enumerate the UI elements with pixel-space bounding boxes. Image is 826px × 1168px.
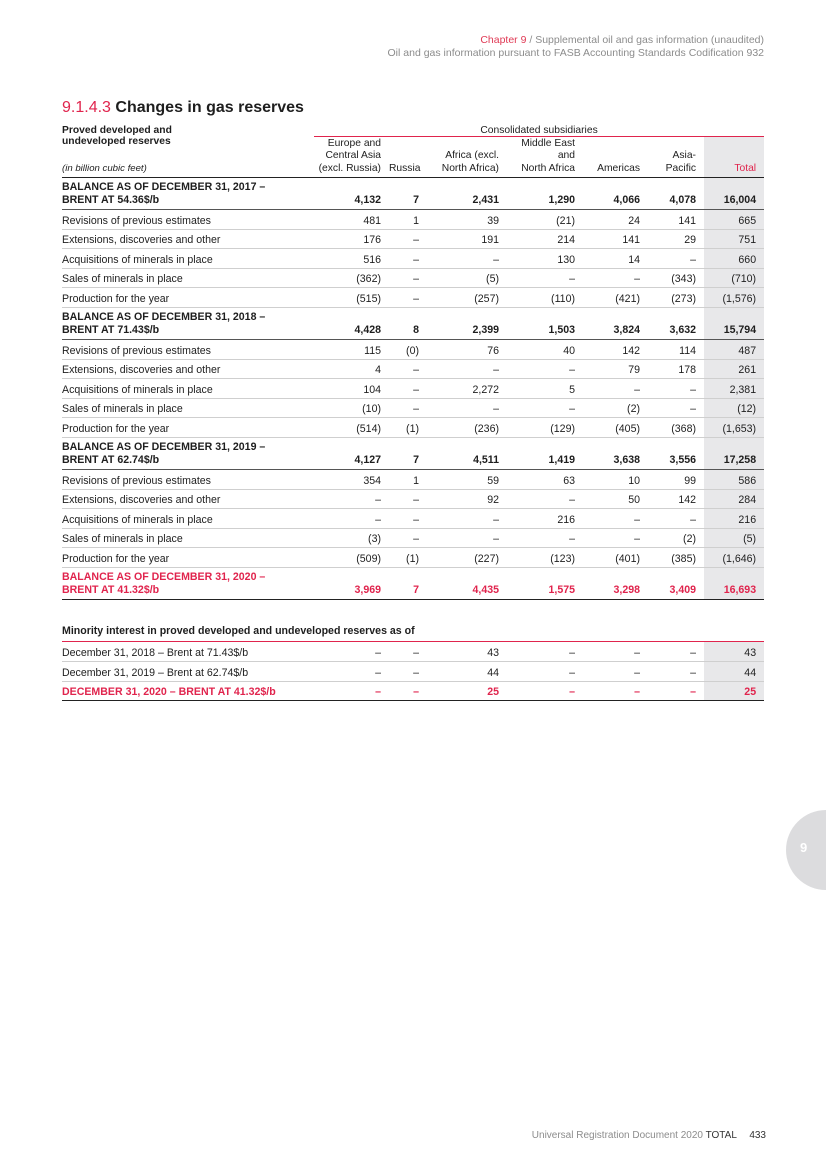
- value-cell: 59: [427, 469, 507, 489]
- value-cell: 4,132: [314, 178, 389, 210]
- row-label: BALANCE AS OF DECEMBER 31, 2017 – BRENT AT 54.36$/b: [62, 178, 314, 210]
- balance-row: [62, 437, 764, 469]
- value-cell: 142: [648, 489, 704, 509]
- row-label: BALANCE AS OF DECEMBER 31, 2018 – BRENT AT 71.43$/b: [62, 307, 314, 339]
- table-row: [62, 509, 764, 529]
- minority-header-row: [62, 620, 764, 641]
- value-cell: –: [507, 268, 583, 288]
- spacer-row: [62, 599, 764, 620]
- value-cell: –: [507, 681, 583, 701]
- header-label-line2: undeveloped reserves: [62, 136, 171, 147]
- value-cell: –: [427, 398, 507, 418]
- row-label: December 31, 2019 – Brent at 62.74$/b: [62, 661, 314, 681]
- value-cell: 191: [427, 229, 507, 249]
- value-cell: 79: [583, 359, 648, 379]
- row-label: Acquisitions of minerals in place: [62, 379, 314, 399]
- value-cell: 214: [507, 229, 583, 249]
- row-label: Extensions, discoveries and other: [62, 359, 314, 379]
- column-header-row: [62, 136, 764, 178]
- total-cell: 660: [704, 249, 764, 269]
- value-cell: –: [583, 268, 648, 288]
- value-cell: (10): [314, 398, 389, 418]
- table-row: [62, 469, 764, 489]
- value-cell: 7: [389, 437, 427, 469]
- value-cell: 3,638: [583, 437, 648, 469]
- footer-company: TOTAL: [705, 1130, 737, 1141]
- page-header: [388, 34, 764, 60]
- value-cell: (385): [648, 548, 704, 568]
- value-cell: –: [507, 359, 583, 379]
- page-number: 433: [749, 1130, 766, 1141]
- col-total: Total: [704, 136, 764, 178]
- value-cell: –: [389, 288, 427, 308]
- col-russia: Russia: [389, 136, 427, 178]
- total-cell: 216: [704, 509, 764, 529]
- value-cell: –: [389, 229, 427, 249]
- value-cell: 1,290: [507, 178, 583, 210]
- value-cell: 24: [583, 210, 648, 230]
- value-cell: –: [389, 249, 427, 269]
- col-middle-east: Middle East and North Africa: [507, 136, 583, 178]
- value-cell: 115: [314, 339, 389, 359]
- row-label: December 31, 2018 – Brent at 71.43$/b: [62, 641, 314, 661]
- value-cell: 4,066: [583, 178, 648, 210]
- value-cell: –: [389, 489, 427, 509]
- chapter-tab-number: 9: [800, 840, 808, 855]
- total-cell: 586: [704, 469, 764, 489]
- col-americas: Americas: [583, 136, 648, 178]
- value-cell: 50: [583, 489, 648, 509]
- value-cell: (1): [389, 418, 427, 438]
- value-cell: 216: [507, 509, 583, 529]
- value-cell: (368): [648, 418, 704, 438]
- value-cell: 4,435: [427, 567, 507, 599]
- section-number: 9.1.4.3: [62, 99, 111, 116]
- balance-row: [62, 307, 764, 339]
- table-row: [62, 379, 764, 399]
- value-cell: –: [389, 379, 427, 399]
- total-cell: 17,258: [704, 437, 764, 469]
- value-cell: 3,632: [648, 307, 704, 339]
- value-cell: (514): [314, 418, 389, 438]
- minority-title: Minority interest in proved developed and undeveloped reserves as of: [62, 620, 764, 641]
- header-subtitle: Oil and gas information pursuant to FASB Accounting Standards Codification 932: [387, 47, 764, 59]
- header-chapter-line: [388, 34, 764, 47]
- value-cell: (273): [648, 288, 704, 308]
- value-cell: –: [314, 509, 389, 529]
- value-cell: –: [648, 249, 704, 269]
- table-row: [62, 229, 764, 249]
- value-cell: (343): [648, 268, 704, 288]
- value-cell: (2): [583, 398, 648, 418]
- value-cell: –: [427, 528, 507, 548]
- value-cell: 3,298: [583, 567, 648, 599]
- value-cell: 516: [314, 249, 389, 269]
- value-cell: –: [583, 509, 648, 529]
- value-cell: 104: [314, 379, 389, 399]
- value-cell: –: [314, 641, 389, 661]
- value-cell: –: [648, 398, 704, 418]
- value-cell: (421): [583, 288, 648, 308]
- value-cell: 7: [389, 178, 427, 210]
- table-row: [62, 210, 764, 230]
- value-cell: 39: [427, 210, 507, 230]
- total-cell: (12): [704, 398, 764, 418]
- value-cell: 114: [648, 339, 704, 359]
- total-cell: 284: [704, 489, 764, 509]
- value-cell: 4,428: [314, 307, 389, 339]
- value-cell: 2,431: [427, 178, 507, 210]
- value-cell: 43: [427, 641, 507, 661]
- value-cell: 4,078: [648, 178, 704, 210]
- value-cell: 142: [583, 339, 648, 359]
- value-cell: 2,272: [427, 379, 507, 399]
- value-cell: –: [389, 528, 427, 548]
- value-cell: –: [507, 528, 583, 548]
- value-cell: (5): [427, 268, 507, 288]
- table-row: [62, 249, 764, 269]
- value-cell: 1: [389, 210, 427, 230]
- total-cell: 261: [704, 359, 764, 379]
- row-label: Production for the year: [62, 288, 314, 308]
- col-europe: Europe and Central Asia (excl. Russia): [314, 136, 389, 178]
- row-label: DECEMBER 31, 2020 – BRENT AT 41.32$/b: [62, 681, 314, 701]
- value-cell: 3,409: [648, 567, 704, 599]
- total-cell: (710): [704, 268, 764, 288]
- value-cell: –: [389, 398, 427, 418]
- total-cell: (1,576): [704, 288, 764, 308]
- value-cell: 7: [389, 567, 427, 599]
- value-cell: 481: [314, 210, 389, 230]
- value-cell: –: [427, 509, 507, 529]
- row-label: Revisions of previous estimates: [62, 339, 314, 359]
- value-cell: –: [507, 398, 583, 418]
- footer-document: Universal Registration Document 2020: [531, 1130, 703, 1141]
- chapter-label: Chapter 9: [480, 34, 527, 46]
- value-cell: 1,575: [507, 567, 583, 599]
- row-label: Revisions of previous estimates: [62, 210, 314, 230]
- value-cell: 40: [507, 339, 583, 359]
- value-cell: –: [427, 249, 507, 269]
- value-cell: (129): [507, 418, 583, 438]
- total-cell: (1,653): [704, 418, 764, 438]
- value-cell: (362): [314, 268, 389, 288]
- value-cell: 4,127: [314, 437, 389, 469]
- unit-note: (in billion cubic feet): [62, 162, 147, 174]
- value-cell: –: [427, 359, 507, 379]
- value-cell: (509): [314, 548, 389, 568]
- value-cell: –: [507, 489, 583, 509]
- value-cell: –: [648, 509, 704, 529]
- value-cell: –: [389, 661, 427, 681]
- value-cell: 29: [648, 229, 704, 249]
- value-cell: –: [583, 661, 648, 681]
- value-cell: (123): [507, 548, 583, 568]
- value-cell: –: [648, 681, 704, 701]
- row-label: Production for the year: [62, 418, 314, 438]
- value-cell: 141: [583, 229, 648, 249]
- header-label-line1: Proved developed and: [62, 125, 172, 136]
- table-row: [62, 398, 764, 418]
- consolidated-subsidiaries-header: Consolidated subsidiaries: [314, 120, 764, 136]
- value-cell: –: [507, 661, 583, 681]
- balance-row: [62, 178, 764, 210]
- value-cell: –: [583, 379, 648, 399]
- value-cell: (515): [314, 288, 389, 308]
- value-cell: 5: [507, 379, 583, 399]
- value-cell: (227): [427, 548, 507, 568]
- total-cell: 44: [704, 661, 764, 681]
- value-cell: 3,969: [314, 567, 389, 599]
- chapter-title: / Supplemental oil and gas information (unaudited): [526, 34, 764, 46]
- total-cell: 16,693: [704, 567, 764, 599]
- row-label: Extensions, discoveries and other: [62, 489, 314, 509]
- table-row: [62, 288, 764, 308]
- value-cell: (405): [583, 418, 648, 438]
- value-cell: 3,824: [583, 307, 648, 339]
- value-cell: 1: [389, 469, 427, 489]
- value-cell: –: [389, 359, 427, 379]
- row-label: Sales of minerals in place: [62, 528, 314, 548]
- group-header-row: [62, 120, 764, 136]
- value-cell: 76: [427, 339, 507, 359]
- minority-row: [62, 641, 764, 661]
- total-cell: 43: [704, 641, 764, 661]
- table-row: [62, 339, 764, 359]
- minority-row: [62, 661, 764, 681]
- section-title: [62, 99, 304, 117]
- minority-row: [62, 681, 764, 701]
- table-row: [62, 548, 764, 568]
- value-cell: 4: [314, 359, 389, 379]
- value-cell: 130: [507, 249, 583, 269]
- value-cell: 141: [648, 210, 704, 230]
- value-cell: (1): [389, 548, 427, 568]
- total-cell: 751: [704, 229, 764, 249]
- total-cell: 25: [704, 681, 764, 701]
- value-cell: –: [314, 489, 389, 509]
- value-cell: –: [507, 641, 583, 661]
- value-cell: 92: [427, 489, 507, 509]
- table-row: [62, 528, 764, 548]
- value-cell: 176: [314, 229, 389, 249]
- value-cell: (401): [583, 548, 648, 568]
- value-cell: –: [314, 661, 389, 681]
- row-label: Sales of minerals in place: [62, 398, 314, 418]
- total-cell: 665: [704, 210, 764, 230]
- table-row: [62, 359, 764, 379]
- value-cell: 354: [314, 469, 389, 489]
- value-cell: –: [583, 681, 648, 701]
- value-cell: –: [648, 641, 704, 661]
- value-cell: –: [389, 509, 427, 529]
- col-asia-pacific: Asia- Pacific: [648, 136, 704, 178]
- row-label: BALANCE AS OF DECEMBER 31, 2019 – BRENT AT 62.74$/b: [62, 437, 314, 469]
- value-cell: (257): [427, 288, 507, 308]
- header-label-cell: [62, 136, 314, 178]
- row-label: Production for the year: [62, 548, 314, 568]
- value-cell: –: [389, 681, 427, 701]
- balance-row: [62, 567, 764, 599]
- value-cell: 8: [389, 307, 427, 339]
- value-cell: (2): [648, 528, 704, 548]
- value-cell: 99: [648, 469, 704, 489]
- page-footer: [532, 1130, 766, 1141]
- table-row: [62, 489, 764, 509]
- table-row: [62, 418, 764, 438]
- value-cell: 10: [583, 469, 648, 489]
- value-cell: –: [583, 528, 648, 548]
- value-cell: (3): [314, 528, 389, 548]
- value-cell: –: [314, 681, 389, 701]
- table-row: [62, 268, 764, 288]
- value-cell: 44: [427, 661, 507, 681]
- value-cell: –: [648, 379, 704, 399]
- row-label: BALANCE AS OF DECEMBER 31, 2020 – BRENT AT 41.32$/b: [62, 567, 314, 599]
- col-africa: Africa (excl. North Africa): [427, 136, 507, 178]
- row-label: Sales of minerals in place: [62, 268, 314, 288]
- row-label: Extensions, discoveries and other: [62, 229, 314, 249]
- gas-reserves-table: [62, 120, 764, 701]
- value-cell: 63: [507, 469, 583, 489]
- value-cell: –: [583, 641, 648, 661]
- row-label: Revisions of previous estimates: [62, 469, 314, 489]
- section-heading: Changes in gas reserves: [115, 99, 304, 116]
- value-cell: 1,503: [507, 307, 583, 339]
- value-cell: 3,556: [648, 437, 704, 469]
- value-cell: 4,511: [427, 437, 507, 469]
- value-cell: –: [648, 661, 704, 681]
- value-cell: –: [389, 268, 427, 288]
- value-cell: 1,419: [507, 437, 583, 469]
- value-cell: 14: [583, 249, 648, 269]
- value-cell: 178: [648, 359, 704, 379]
- value-cell: (21): [507, 210, 583, 230]
- value-cell: 25: [427, 681, 507, 701]
- value-cell: (110): [507, 288, 583, 308]
- value-cell: –: [389, 641, 427, 661]
- row-label: Acquisitions of minerals in place: [62, 249, 314, 269]
- total-cell: (5): [704, 528, 764, 548]
- chapter-tab: [786, 810, 826, 890]
- total-cell: 487: [704, 339, 764, 359]
- value-cell: (236): [427, 418, 507, 438]
- value-cell: 2,399: [427, 307, 507, 339]
- total-cell: 15,794: [704, 307, 764, 339]
- row-label: Acquisitions of minerals in place: [62, 509, 314, 529]
- total-cell: 2,381: [704, 379, 764, 399]
- value-cell: (0): [389, 339, 427, 359]
- total-cell: 16,004: [704, 178, 764, 210]
- total-cell: (1,646): [704, 548, 764, 568]
